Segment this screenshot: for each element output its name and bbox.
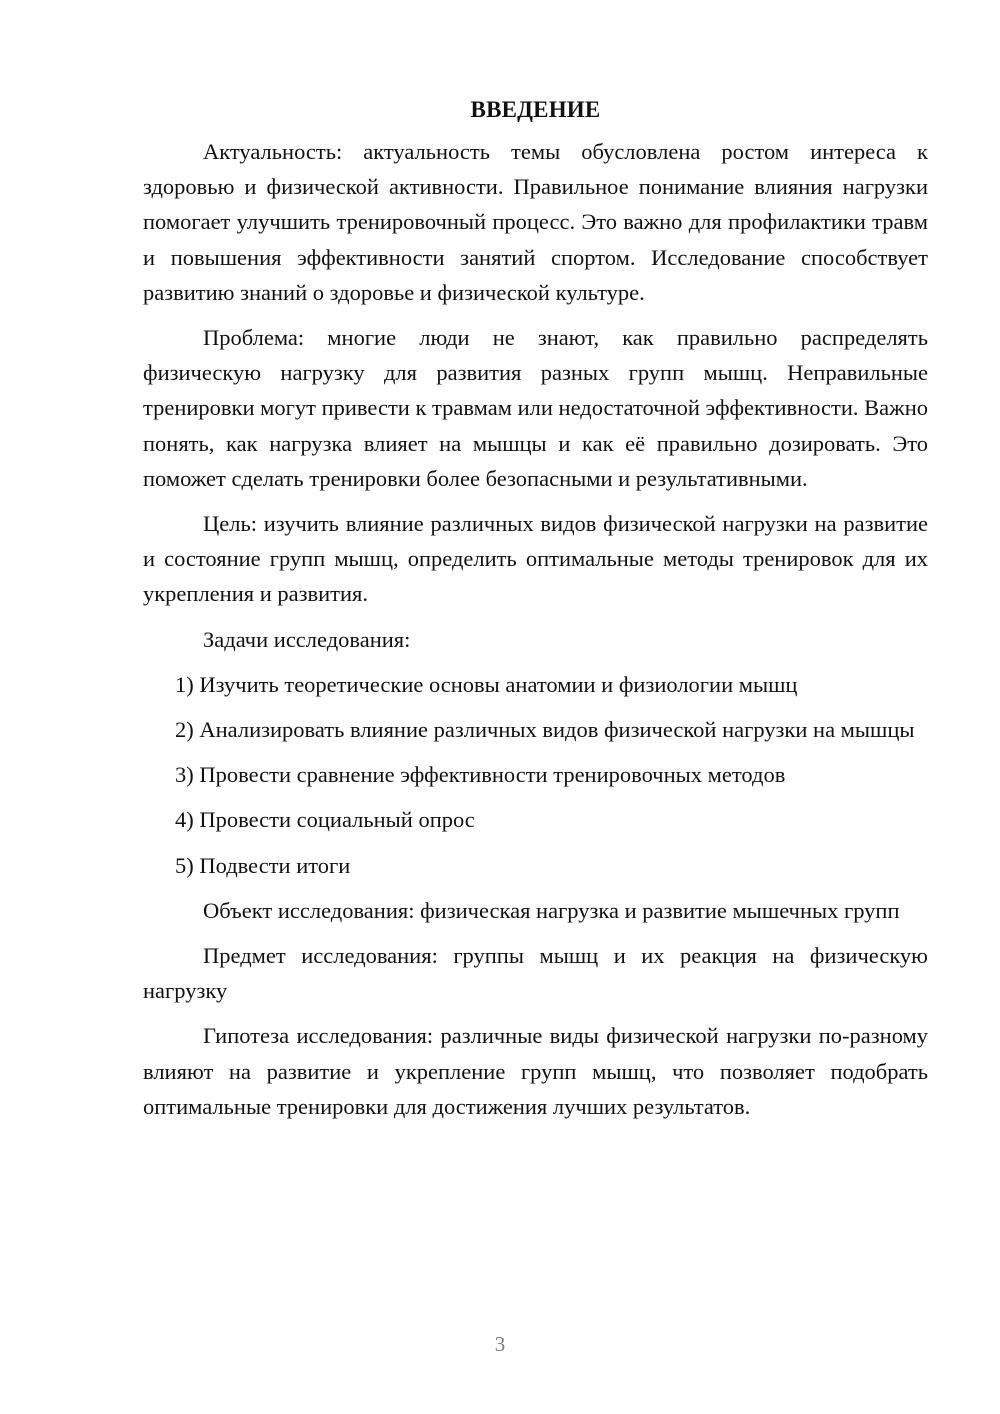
task-item-2: 2) Анализировать влияние различных видов физической нагрузки на мышцы [175,717,915,743]
subject-paragraph: Предмет исследования: группы мышц и их реакция на физическую нагрузку [143,943,928,1004]
page-number: 3 [494,1332,506,1356]
task-item-5: 5) Подвести итоги [175,852,351,878]
task-item-4: 4) Провести социальный опрос [175,807,475,833]
object-paragraph: Объект исследования: физическая нагрузка и развитие мышечных групп [203,897,900,923]
task-item-1: 1) Изучить теоретические основы анатомии и физиологии мышц [175,671,798,697]
hypothesis-paragraph: Гипотеза исследования: различные виды физической нагрузки по-разному влияют на развитие и укрепление групп мышц, что позволяет подобрать оптимальные тренировки для достижения лучших результатов. [143,1023,928,1119]
problem-paragraph: Проблема: многие люди не знают, как правильно распределять физическую нагрузку для развития разных групп мышц. Неправильные тренировки могут привести к травмам или недостаточной эффективности. Важно понять, как нагрузка влияет на мышцы и как её правильно дозировать. Это поможет сделать тренировки более безопасными и результативными. [143,325,928,491]
task-item-3: 3) Провести сравнение эффективности тренировочных методов [175,762,786,788]
page-title: ВВЕДЕНИЕ [470,97,601,122]
relevance-paragraph: Актуальность: актуальность темы обусловлена ростом интереса к здоровью и физической активности. Правильное понимание влияния нагрузки помогает улучшить тренировочный процесс. Это важно для профилактики травм и повышения эффективности занятий спортом. Исследование способствует развитию знаний о здоровье и физической культуре. [143,139,928,305]
document-page [143,92,928,1134]
tasks-label: Задачи исследования: [203,626,411,652]
goal-paragraph: Цель: изучить влияние различных видов физической нагрузки на развитие и состояние групп мышц, определить оптимальные методы тренировок для их укрепления и развития. [143,511,928,607]
